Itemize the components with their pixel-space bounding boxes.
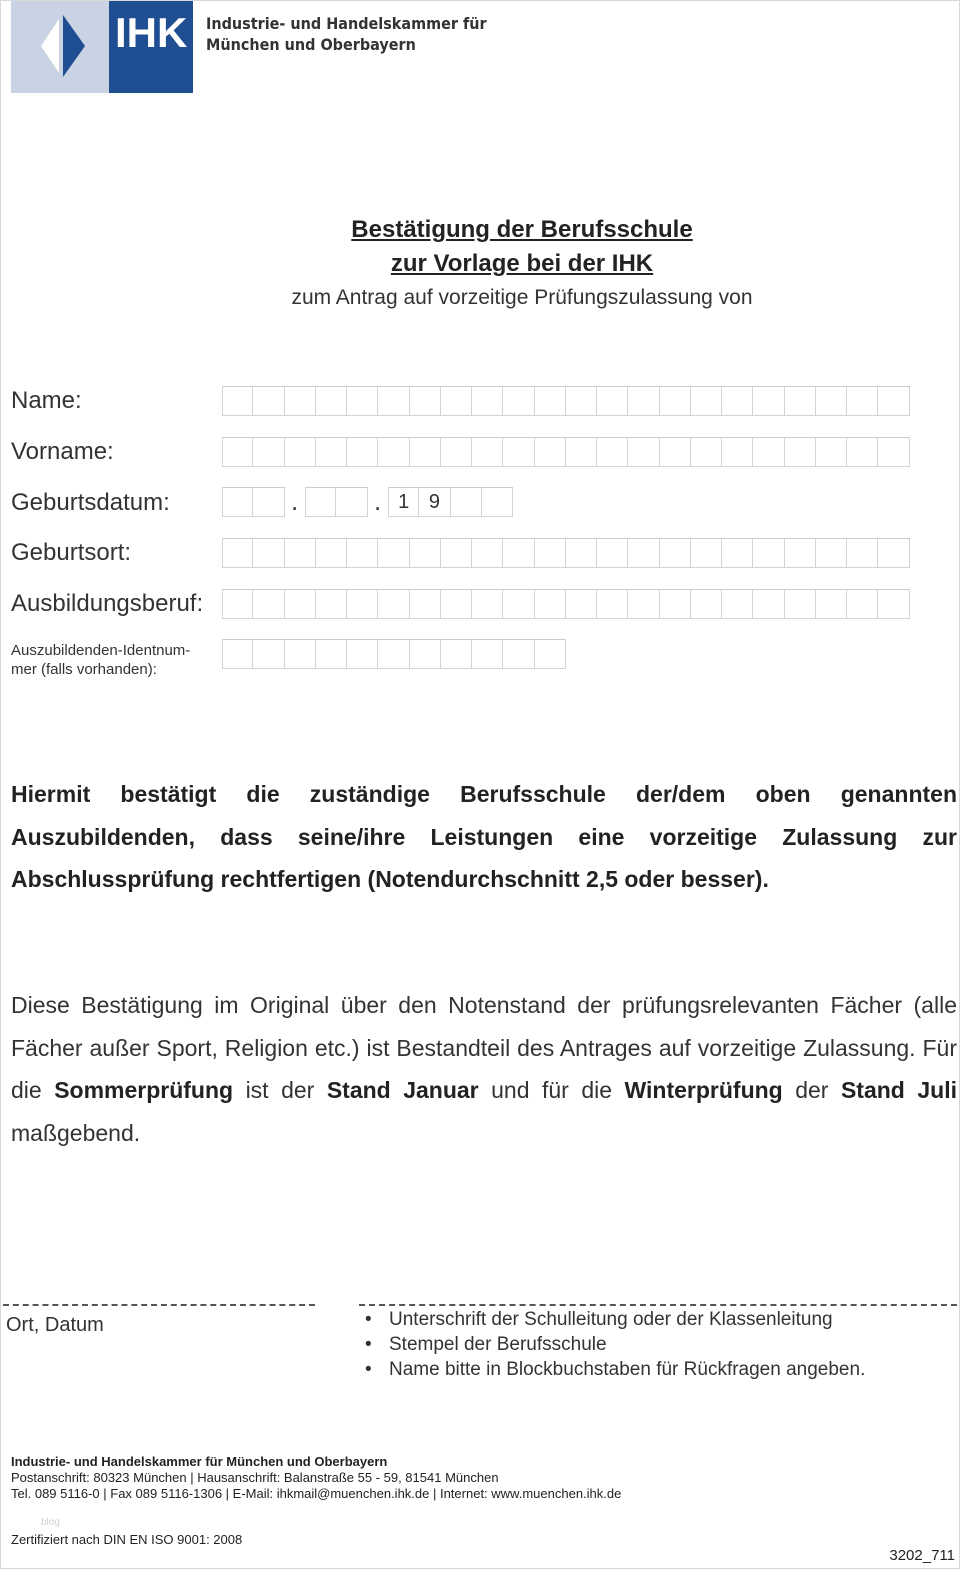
char-cell[interactable] <box>628 538 659 568</box>
name-label: Name: <box>11 387 82 414</box>
logo-light-panel <box>11 1 109 93</box>
date-separator: . <box>291 486 299 516</box>
geburtsort-field[interactable] <box>222 538 910 568</box>
title-subtitle: zum Antrag auf vorzeitige Prüfungszulassung von <box>291 286 753 309</box>
logo-brand-text: IHK <box>115 9 188 56</box>
year-cell-prefilled: 9 <box>419 487 450 517</box>
date-cell[interactable] <box>253 487 284 517</box>
geburtsort-label: Geburtsort: <box>11 539 132 566</box>
identnummer-label <box>11 641 190 679</box>
char-cell[interactable] <box>316 386 347 416</box>
char-cell[interactable] <box>285 437 316 467</box>
ihk-logo <box>11 1 193 93</box>
char-cell[interactable] <box>441 538 472 568</box>
char-cell[interactable] <box>628 386 659 416</box>
char-cell[interactable] <box>722 386 753 416</box>
document-title <box>1 213 960 315</box>
char-cell[interactable] <box>503 538 534 568</box>
char-cell[interactable] <box>285 386 316 416</box>
char-cell[interactable] <box>378 538 409 568</box>
date-cell[interactable] <box>222 487 253 517</box>
logo-caption <box>206 13 487 55</box>
char-cell[interactable] <box>722 589 753 619</box>
char-cell[interactable] <box>285 589 316 619</box>
char-cell[interactable] <box>347 437 378 467</box>
char-cell[interactable] <box>503 386 534 416</box>
footer-certification: Zertifiziert nach DIN EN ISO 9001: 2008 <box>11 1532 243 1547</box>
signature-line[interactable] <box>359 1304 957 1306</box>
char-cell[interactable] <box>847 437 878 467</box>
note-bold-stand-januar: Stand Januar <box>326 1077 479 1103</box>
char-cell[interactable] <box>347 538 378 568</box>
char-cell[interactable] <box>753 437 784 467</box>
char-cell[interactable] <box>316 437 347 467</box>
char-cell[interactable] <box>410 639 441 669</box>
list-item: • Name bitte in Blockbuchstaben für Rückfragen angeben. <box>361 1357 865 1382</box>
char-cell[interactable] <box>753 386 784 416</box>
char-cell[interactable] <box>378 437 409 467</box>
char-cell[interactable] <box>753 538 784 568</box>
vorname-label: Vorname: <box>11 438 114 465</box>
note-bold-stand-juli: Stand Juli <box>840 1077 957 1103</box>
char-cell[interactable] <box>597 589 628 619</box>
note-text: der <box>782 1077 841 1103</box>
char-cell[interactable] <box>753 589 784 619</box>
date-cell[interactable] <box>451 487 482 517</box>
identnummer-label-line1: Auszubildenden-Identnum- <box>11 642 191 659</box>
char-cell[interactable] <box>566 538 597 568</box>
char-cell[interactable] <box>722 437 753 467</box>
char-cell[interactable] <box>535 386 566 416</box>
char-cell[interactable] <box>628 589 659 619</box>
char-cell[interactable] <box>503 639 534 669</box>
list-item: • Unterschrift der Schulleitung oder der Klassenleitung <box>361 1307 865 1332</box>
char-cell[interactable] <box>222 538 253 568</box>
identnummer-field[interactable] <box>222 639 566 669</box>
form-code: 3202_711 <box>889 1547 955 1564</box>
char-cell[interactable] <box>378 639 409 669</box>
char-cell[interactable] <box>347 639 378 669</box>
char-cell[interactable] <box>441 639 472 669</box>
date-cell[interactable] <box>305 487 336 517</box>
geburtsdatum-month-field[interactable] <box>305 487 368 517</box>
char-cell[interactable] <box>816 538 847 568</box>
char-cell[interactable] <box>347 589 378 619</box>
note-text: maßgebend. <box>11 1119 141 1146</box>
char-cell[interactable] <box>785 386 816 416</box>
char-cell[interactable] <box>816 386 847 416</box>
char-cell[interactable] <box>347 386 378 416</box>
logo-caption-line2: München und Oberbayern <box>206 35 416 54</box>
char-cell[interactable] <box>785 589 816 619</box>
char-cell[interactable] <box>566 437 597 467</box>
watermark: blog <box>41 1517 60 1528</box>
note-text: und für die <box>478 1077 625 1103</box>
note-bold-sommerpruefung: Sommerprüfung <box>54 1077 234 1103</box>
char-cell[interactable] <box>535 589 566 619</box>
char-cell[interactable] <box>660 386 691 416</box>
identnummer-label-line2: mer (falls vorhanden): <box>11 661 157 678</box>
char-cell[interactable] <box>285 538 316 568</box>
year-cell-prefilled: 1 <box>388 487 419 517</box>
footer-address: Postanschrift: 80323 München | Hausanschrift: Balanstraße 55 - 59, 81541 München <box>11 1470 499 1485</box>
char-cell[interactable] <box>410 538 441 568</box>
ort-datum-label: Ort, Datum <box>6 1314 104 1336</box>
char-cell[interactable] <box>472 437 503 467</box>
char-cell[interactable] <box>222 589 253 619</box>
char-cell[interactable] <box>660 589 691 619</box>
char-cell[interactable] <box>566 386 597 416</box>
char-cell[interactable] <box>472 538 503 568</box>
char-cell[interactable] <box>847 386 878 416</box>
char-cell[interactable] <box>410 589 441 619</box>
char-cell[interactable] <box>441 437 472 467</box>
char-cell[interactable] <box>660 538 691 568</box>
ausbildungsberuf-label: Ausbildungsberuf: <box>11 590 204 617</box>
char-cell[interactable] <box>472 589 503 619</box>
char-cell[interactable] <box>472 639 503 669</box>
char-cell[interactable] <box>878 589 909 619</box>
confirmation-text: Hiermit bestätigt die zuständige Berufsschule der/dem oben genannten Auszubildenden, dass seine/ihre Leistungen eine vorzeitige Zulassung zur Abschlussprüfung rechtfertigen (Notendurchschnitt 2,5 oder besser). <box>11 781 957 892</box>
geburtsdatum-year-field[interactable] <box>388 487 513 517</box>
char-cell[interactable] <box>691 386 722 416</box>
char-cell[interactable] <box>316 589 347 619</box>
char-cell[interactable] <box>660 437 691 467</box>
geburtsdatum-label: Geburtsdatum: <box>11 489 170 516</box>
char-cell[interactable] <box>316 538 347 568</box>
char-cell[interactable] <box>878 437 909 467</box>
char-cell[interactable] <box>222 437 253 467</box>
char-cell[interactable] <box>410 386 441 416</box>
char-cell[interactable] <box>253 538 284 568</box>
char-cell[interactable] <box>847 538 878 568</box>
char-cell[interactable] <box>441 386 472 416</box>
char-cell[interactable] <box>597 538 628 568</box>
char-cell[interactable] <box>253 386 284 416</box>
char-cell[interactable] <box>597 437 628 467</box>
date-cell[interactable] <box>482 487 513 517</box>
char-cell[interactable] <box>785 538 816 568</box>
char-cell[interactable] <box>535 639 566 669</box>
ort-datum-line[interactable] <box>3 1304 315 1306</box>
date-cell[interactable] <box>336 487 367 517</box>
footer-org: Industrie- und Handelskammer für München und Oberbayern <box>11 1454 388 1469</box>
char-cell[interactable] <box>785 437 816 467</box>
char-cell[interactable] <box>316 639 347 669</box>
char-cell[interactable] <box>816 437 847 467</box>
footer <box>11 1454 621 1502</box>
char-cell[interactable] <box>566 589 597 619</box>
char-cell[interactable] <box>691 589 722 619</box>
char-cell[interactable] <box>253 639 284 669</box>
char-cell[interactable] <box>691 538 722 568</box>
char-cell[interactable] <box>878 386 909 416</box>
char-cell[interactable] <box>222 386 253 416</box>
char-cell[interactable] <box>816 589 847 619</box>
title-line2: zur Vorlage bei der IHK <box>390 250 654 277</box>
list-item: • Stempel der Berufsschule <box>361 1332 865 1357</box>
diamond-icon <box>37 15 87 77</box>
char-cell[interactable] <box>691 437 722 467</box>
char-cell[interactable] <box>597 386 628 416</box>
name-field[interactable] <box>222 386 910 416</box>
footer-contact: Tel. 089 5116-0 | Fax 089 5116-1306 | E-Mail: ihkmail@muenchen.ihk.de | Internet: www.muenchen.ihk.de <box>11 1486 622 1501</box>
char-cell[interactable] <box>878 538 909 568</box>
char-cell[interactable] <box>222 639 253 669</box>
char-cell[interactable] <box>472 386 503 416</box>
char-cell[interactable] <box>378 386 409 416</box>
char-cell[interactable] <box>535 538 566 568</box>
vorname-field[interactable] <box>222 437 910 467</box>
char-cell[interactable] <box>535 437 566 467</box>
char-cell[interactable] <box>410 437 441 467</box>
note-text: Diese Bestätigung im Original über den Notenstand der prüfungsrelevanten Fächer (alle Fächer außer Sport, Religion etc.) ist Bestandteil des Antrages auf vorzeitige Zulassung. Für die <box>11 992 957 1103</box>
char-cell[interactable] <box>503 589 534 619</box>
char-cell[interactable] <box>285 639 316 669</box>
ausbildungsberuf-field[interactable] <box>222 589 910 619</box>
note-bold-winterpruefung: Winterprüfung <box>624 1077 783 1103</box>
char-cell[interactable] <box>847 589 878 619</box>
signature-requirements <box>361 1307 865 1382</box>
char-cell[interactable] <box>503 437 534 467</box>
geburtsdatum-day-field[interactable] <box>222 487 285 517</box>
char-cell[interactable] <box>253 589 284 619</box>
note-text: ist der <box>233 1077 327 1103</box>
logo-caption-line1: Industrie- und Handelskammer für <box>206 14 487 33</box>
char-cell[interactable] <box>378 589 409 619</box>
char-cell[interactable] <box>441 589 472 619</box>
char-cell[interactable] <box>722 538 753 568</box>
note-paragraph <box>11 984 957 1154</box>
title-line1: Bestätigung der Berufsschule <box>351 216 693 243</box>
date-separator: . <box>374 486 382 516</box>
char-cell[interactable] <box>253 437 284 467</box>
char-cell[interactable] <box>628 437 659 467</box>
